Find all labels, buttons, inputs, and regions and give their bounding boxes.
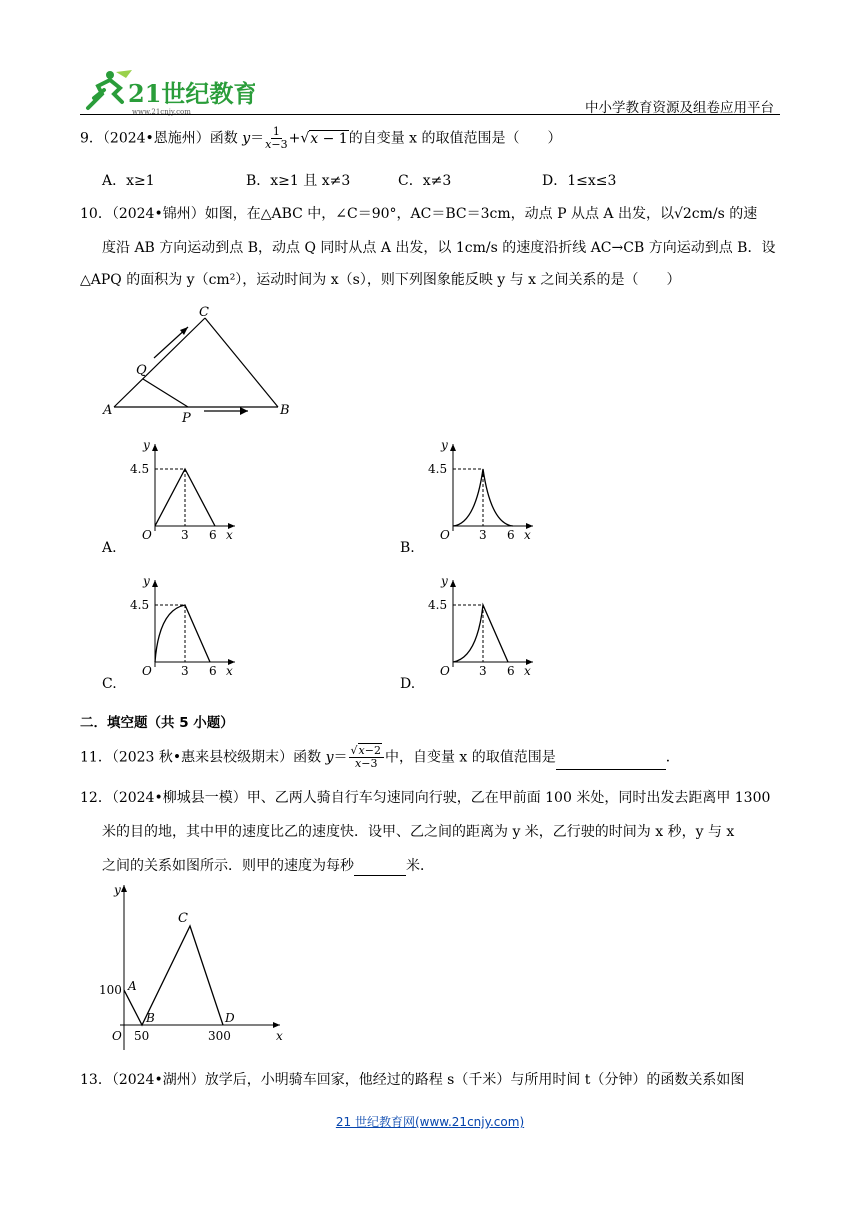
q9-options bbox=[102, 170, 802, 190]
q9-option-c[interactable]: C．x≠3 bbox=[398, 173, 452, 189]
runner-icon bbox=[88, 80, 122, 108]
svg-text:A: A bbox=[128, 979, 137, 993]
q10-line3: △APQ 的面积为 y（cm²），运动时间为 x（s），则下列图象能反映 y 与 x 之间关系的是（ ） bbox=[80, 272, 681, 288]
svg-text:3: 3 bbox=[479, 528, 487, 542]
footer-link[interactable]: 21 世纪教育网(www.21cnjy.com) bbox=[335, 1115, 525, 1129]
svg-text:3: 3 bbox=[181, 528, 189, 542]
q13-line1: 13．（2024•湖州）放学后，小明骑车回家，他经过的路程 s（千米）与所用时间 t（分钟）的函数关系如图 bbox=[80, 1072, 745, 1088]
svg-text:D: D bbox=[225, 1011, 235, 1025]
svg-text:6: 6 bbox=[507, 664, 515, 678]
question-9: 9．（2024•恩施州）函数 y＝ $\frac{1}{x-3}$ +√x − 1的自变量 x 的取值范围是（ ） bbox=[80, 125, 562, 151]
svg-text:x: x bbox=[226, 528, 233, 542]
q12-line2: 米的目的地，其中甲的速度比乙的速度快．设甲、乙之间的距离为 y 米，乙行驶的时间为 x 秒，y 与 x bbox=[102, 824, 735, 840]
svg-text:50: 50 bbox=[134, 1029, 150, 1043]
logo-text: 21世纪教育 bbox=[128, 79, 255, 108]
svg-text:O: O bbox=[440, 664, 450, 678]
svg-text:4.5: 4.5 bbox=[428, 462, 448, 476]
label-a: A bbox=[103, 403, 113, 418]
q10-line1: 10．（2024•锦州）如图，在△ABC 中，∠C＝90°，AC＝BC＝3cm，动点 P 从点 A 出发，以√2cm/s 的速 bbox=[80, 206, 758, 222]
label-b: B bbox=[280, 403, 290, 418]
q12-answer-blank[interactable] bbox=[354, 875, 406, 876]
svg-text:y: y bbox=[143, 438, 150, 452]
svg-text:x: x bbox=[276, 1029, 283, 1043]
q10-line2: 度沿 AB 方向运动到点 B，动点 Q 同时从点 A 出发，以 1cm/s 的速度沿折线 AC→CB 方向运动到点 B．设 bbox=[102, 240, 776, 256]
svg-text:4.5: 4.5 bbox=[130, 598, 150, 612]
graph-option-b[interactable] bbox=[423, 436, 538, 546]
section-heading: 二．填空题（共 5 小题） bbox=[80, 715, 234, 731]
q9-option-a[interactable]: A．x≥1 bbox=[102, 173, 155, 189]
svg-text:C: C bbox=[178, 911, 188, 926]
label-q: Q bbox=[136, 363, 147, 378]
q11-answer-blank[interactable] bbox=[556, 769, 666, 770]
site-logo bbox=[80, 68, 255, 118]
svg-text:y: y bbox=[441, 574, 448, 588]
svg-text:O: O bbox=[142, 664, 152, 678]
svg-text:O: O bbox=[112, 1029, 122, 1043]
graph-option-c[interactable] bbox=[125, 572, 240, 682]
q9-prefix: 9．（2024•恩施州）函数 bbox=[80, 130, 243, 147]
svg-text:B: B bbox=[146, 1011, 155, 1025]
label-p: P bbox=[182, 411, 191, 425]
svg-text:6: 6 bbox=[209, 664, 217, 678]
platform-title: 中小学教育资源及组卷应用平台 bbox=[585, 100, 774, 116]
svg-text:x: x bbox=[226, 664, 233, 678]
q9-option-b[interactable]: B．x≥1 且 x≠3 bbox=[246, 173, 351, 189]
option-d-label: D. bbox=[400, 676, 416, 692]
q11-prefix: 11．（2023 秋•惠来县校级期末）函数 bbox=[80, 749, 326, 766]
q12-line3: 之间的关系如图所示．则甲的速度为每秒 米． bbox=[102, 858, 434, 874]
q11-suffix: 中，自变量 x 的取值范围是 bbox=[384, 749, 556, 766]
svg-text:6: 6 bbox=[507, 528, 515, 542]
svg-text:4.5: 4.5 bbox=[130, 462, 150, 476]
svg-text:O: O bbox=[440, 528, 450, 542]
svg-text:O: O bbox=[142, 528, 152, 542]
option-c-label: C. bbox=[102, 676, 117, 692]
logo-url: www.21cnjy.com bbox=[132, 108, 191, 116]
label-c: C bbox=[199, 305, 209, 320]
q11-fraction: $\frac{√x-2}{x-3}$ bbox=[349, 745, 384, 770]
graph-option-d[interactable] bbox=[423, 572, 538, 682]
q9-fraction: $\frac{1}{x-3}$ bbox=[265, 125, 288, 151]
svg-text:100: 100 bbox=[99, 983, 122, 997]
svg-text:y: y bbox=[114, 883, 121, 897]
option-b-label: B. bbox=[400, 540, 415, 556]
option-a-label: A. bbox=[102, 540, 117, 556]
question-11: 11．（2023 秋•惠来县校级期末）函数 y＝ $\frac{√x-2}{x-3}$ 中，自变量 x 的取值范围是 ． bbox=[80, 744, 680, 770]
q9-suffix: 的自变量 x 的取值范围是（ ） bbox=[348, 130, 562, 147]
svg-text:x: x bbox=[524, 528, 531, 542]
svg-text:x: x bbox=[524, 664, 531, 678]
graph-option-a[interactable] bbox=[125, 436, 240, 546]
svg-text:300: 300 bbox=[208, 1029, 231, 1043]
svg-text:y: y bbox=[143, 574, 150, 588]
triangle-figure bbox=[98, 300, 308, 425]
svg-text:y: y bbox=[441, 438, 448, 452]
svg-text:3: 3 bbox=[181, 664, 189, 678]
svg-text:3: 3 bbox=[479, 664, 487, 678]
q9-option-d[interactable]: D．1≤x≤3 bbox=[542, 173, 617, 189]
q12-line1: 12．（2024•柳城县一模）甲、乙两人骑自行车匀速同向行驶，乙在甲前面 100 米处，同时出发去距离甲 1300 bbox=[80, 790, 771, 806]
svg-text:4.5: 4.5 bbox=[428, 598, 448, 612]
header-divider bbox=[80, 114, 780, 115]
q12-distance-graph bbox=[98, 880, 288, 1055]
svg-text:6: 6 bbox=[209, 528, 217, 542]
